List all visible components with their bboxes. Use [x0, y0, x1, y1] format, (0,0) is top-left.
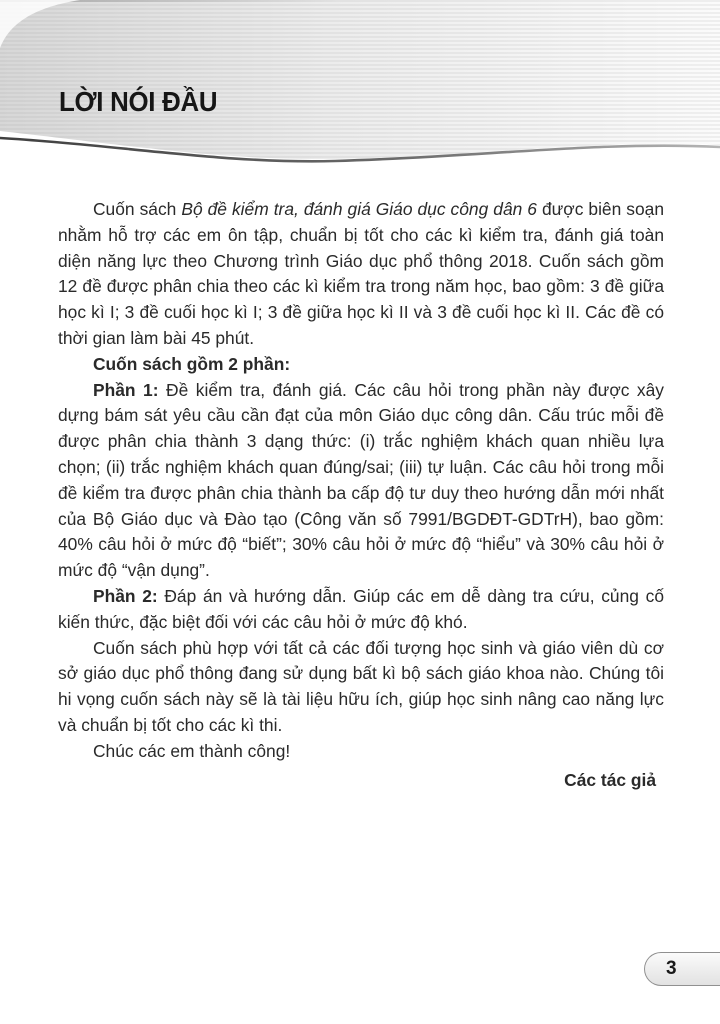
page-number-tab [644, 952, 720, 986]
page-number: 3 [666, 958, 677, 979]
paragraph-3: Phần 1: Đề kiểm tra, đánh giá. Các câu hỏi trong phần này được xây dựng bám sát yêu cầu cần đạt của môn Giáo dục công dân. Cấu trúc mỗi đề được phân chia thành 3 dạng thức: (i) trắc nghiệm khách quan nhiều lựa chọn; (ii) trắc nghiệm khách quan đúng/sai; (iii) tự luận. Các câu hỏi trong mỗi đề kiểm tra được phân chia thành ba cấp độ tư duy theo hướng dẫn mới nhất của Bộ Giáo dục và Đào tạo (Công văn số 7991/BGDĐT-GDTrH), bao gồm: 40% câu hỏi ở mức độ “biết”; 30% câu hỏi ở mức độ “hiểu” và 30% câu hỏi ở mức độ “vận dụng”. [58, 379, 664, 581]
paragraph-2: Cuốn sách gồm 2 phần: [93, 353, 291, 374]
paragraph-4: Phần 2: Đáp án và hướng dẫn. Giúp các em dễ dàng tra cứu, củng cố kiến thức, đặc biệt đối với các câu hỏi ở mức độ khó. [58, 585, 664, 632]
paragraph-6: Chúc các em thành công! [93, 740, 291, 761]
signature-line: Các tác giả [564, 769, 656, 790]
header-decoration [0, 0, 720, 176]
preface-text [58, 197, 664, 793]
page-title: LỜI NÓI ĐẦU [59, 86, 218, 117]
paragraph-5: Cuốn sách phù hợp với tất cả các đối tượng học sinh và giáo viên dù cơ sở giáo dục phổ thông đang sử dụng bất kì bộ sách giáo khoa nào. Chúng tôi hi vọng cuốn sách này sẽ là tài liệu hữu ích, giúp học sinh nâng cao năng lực và chuẩn bị tốt cho các kì thi. [58, 637, 664, 735]
paragraph-1: Cuốn sách Bộ đề kiểm tra, đánh giá Giáo dục công dân 6 được biên soạn nhằm hỗ trợ các em ôn tập, chuẩn bị tốt cho các kì kiểm tra, đánh giá toàn diện năng lực theo Chương trình Giáo dục phổ thông 2018. Cuốn sách gồm 12 đề được phân chia theo các kì kiểm tra trong năm học, bao gồm: 3 đề giữa học kì I; 3 đề cuối học kì I; 3 đề giữa học kì II và 3 đề cuối học kì II. Các đề có thời gian làm bài 45 phút. [58, 199, 665, 348]
